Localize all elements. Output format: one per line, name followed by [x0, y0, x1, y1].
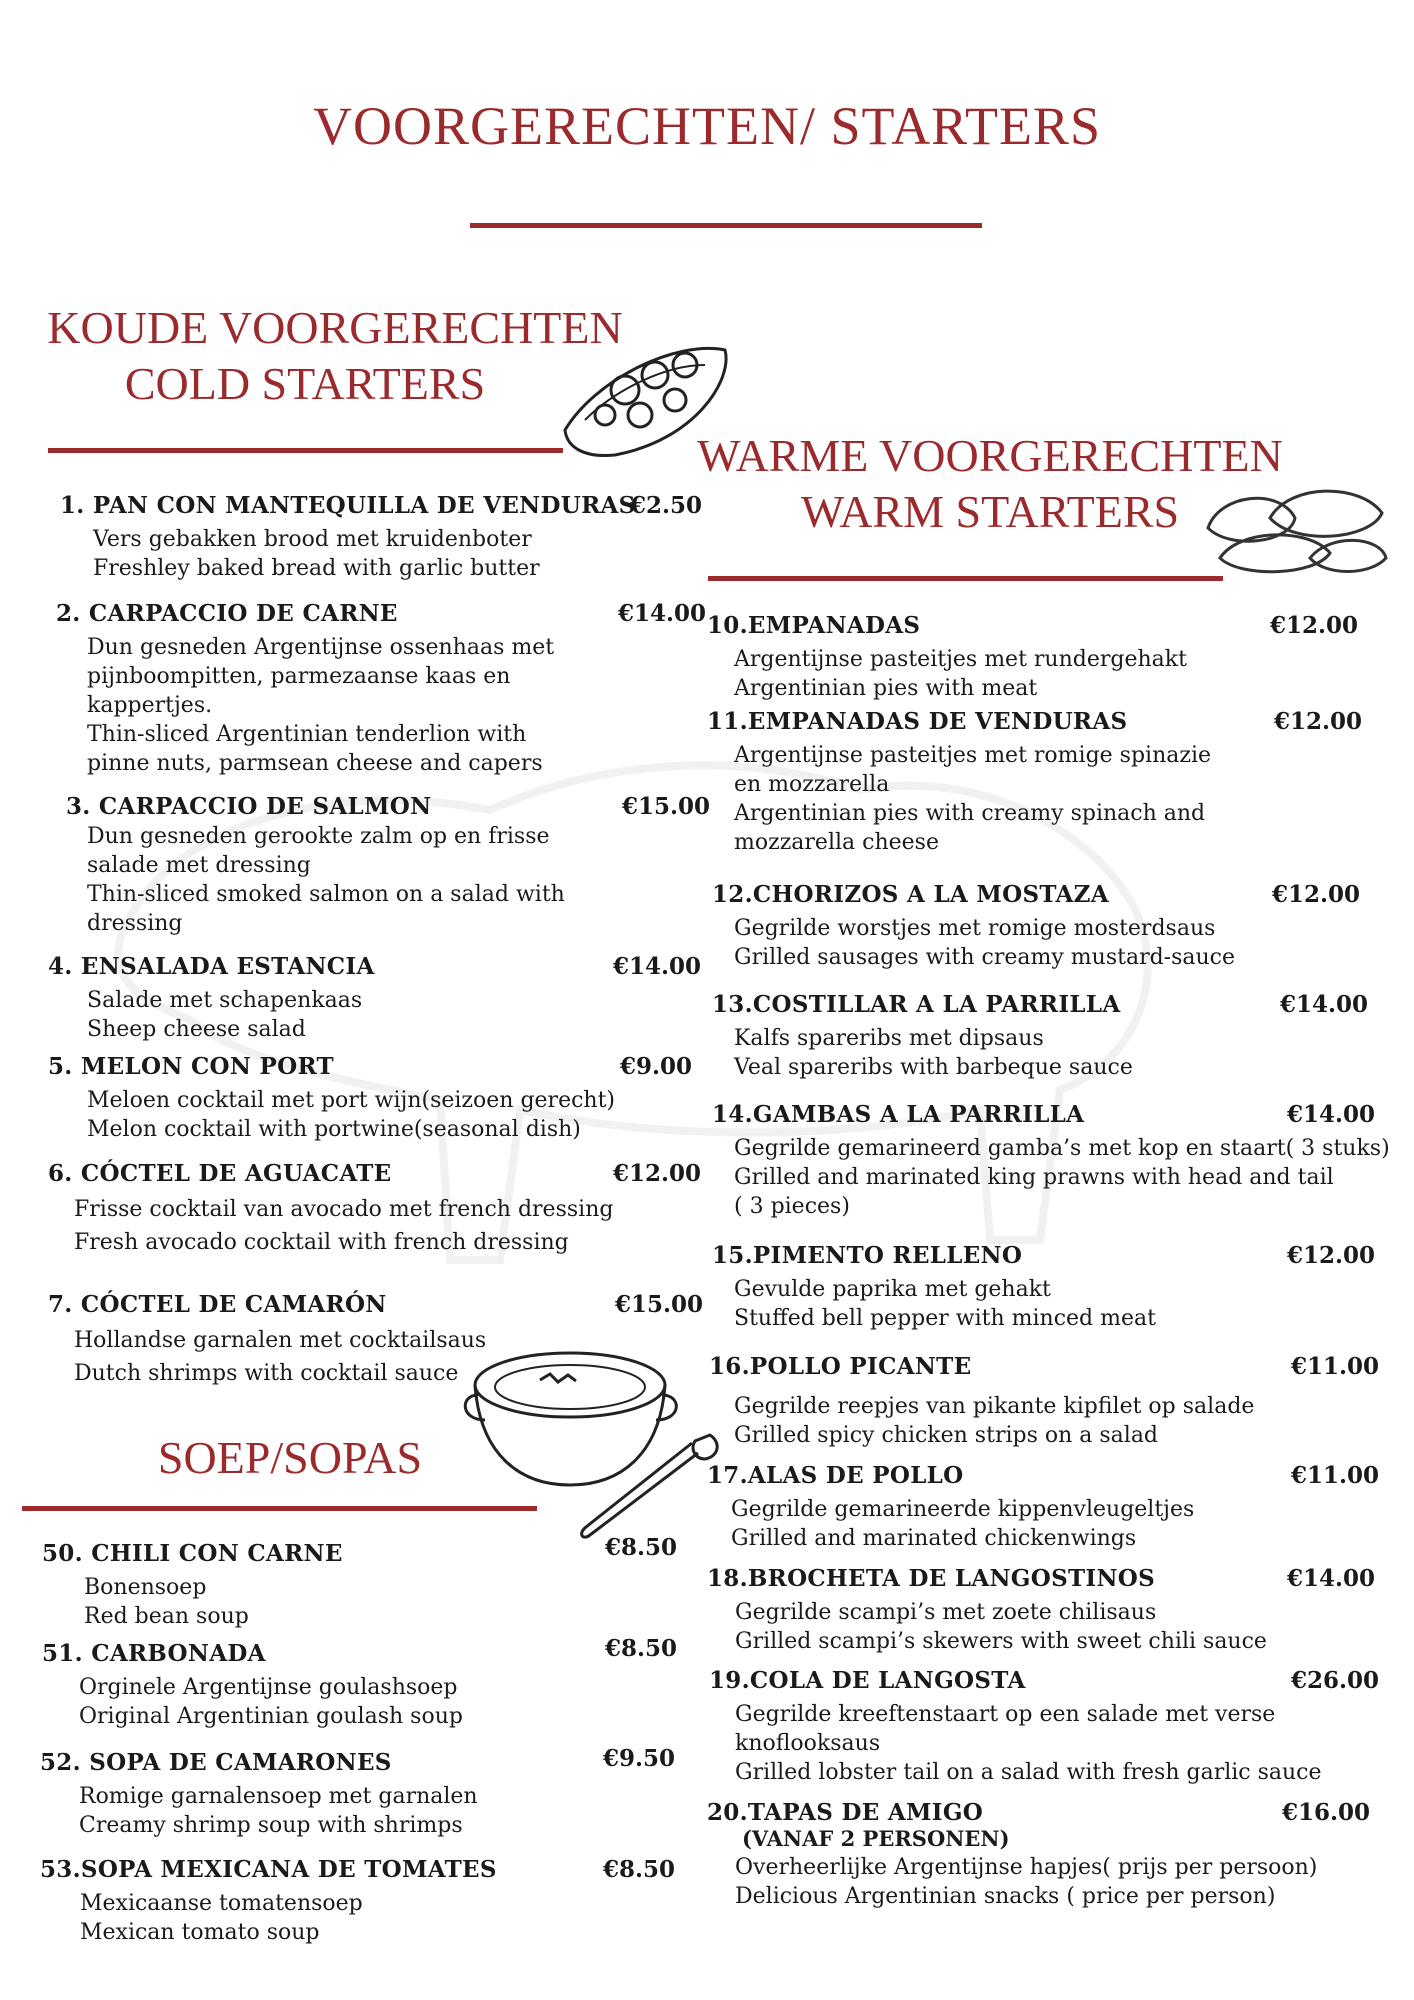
item-description: Bonensoep Red bean soup [84, 1575, 249, 1629]
item-name: 1. PAN CON MANTEQUILLA DE VENDURAS [60, 492, 636, 519]
item-description: Gegrilde gemarineerde kippenvleugeltjes Grilled and marinated chickenwings [731, 1497, 1195, 1551]
item-price: €8.50 [605, 1534, 678, 1561]
item-name: 53.SOPA MEXICANA DE TOMATES [40, 1856, 497, 1883]
warm-item-20 [707, 1799, 1371, 1911]
soup-item-52 [40, 1745, 682, 1840]
item-name: 11.EMPANADAS DE VENDURAS [707, 708, 1128, 735]
item-name: 6. CÓCTEL DE AGUACATE [48, 1160, 392, 1187]
item-description: Argentijnse pasteitjes met romige spinazie en mozzarella Argentinian pies with creamy spinach and mozzarella cheese [734, 743, 1212, 855]
item-name: 10.EMPANADAS [707, 612, 921, 639]
warm-item-18 [707, 1565, 1376, 1656]
item-description: Argentijnse pasteitjes met rundergehakt Argentinian pies with meat [734, 647, 1187, 701]
soup-item-51 [42, 1635, 682, 1731]
item-price: €12.00 [1287, 1242, 1376, 1269]
item-description: Gegrilde kreeftenstaart op een salade met verse knoflooksaus Grilled lobster tail on a salad with fresh garlic sauce [735, 1702, 1322, 1785]
item-name: 3. CARPACCIO DE SALMON [66, 793, 432, 820]
warm-item-13 [712, 991, 1367, 1082]
item-price: €9.00 [620, 1053, 693, 1080]
cold-starters-heading [40, 300, 630, 412]
item-description: Romige garnalensoep met garnalen Creamy shrimp soup with shrimps [79, 1784, 478, 1838]
item-name: 17.ALAS DE POLLO [707, 1462, 964, 1489]
cold-item-7 [48, 1291, 704, 1390]
item-name: 12.CHORIZOS A LA MOSTAZA [712, 881, 1109, 908]
item-description: Kalfs spareribs met dipsaus Veal spareribs with barbeque sauce [734, 1026, 1133, 1080]
item-description: Salade met schapenkaas Sheep cheese salad [87, 988, 363, 1042]
item-name: 13.COSTILLAR A LA PARRILLA [712, 991, 1121, 1018]
warm-heading-nl: WARME VOORGERECHTEN [697, 430, 1283, 481]
cold-item-5 [48, 1053, 700, 1144]
item-name: 51. CARBONADA [42, 1640, 266, 1667]
item-price: €14.00 [1287, 1101, 1376, 1128]
item-price: €11.00 [1291, 1353, 1380, 1380]
item-description: Dun gesneden Argentijnse ossenhaas met pijnboompitten, parmezaanse kaas en kappertjes. Thin-sliced Argentinian tenderlion with pinne nuts, parmsean cheese and capers [87, 635, 555, 776]
cold-heading-divider [48, 448, 563, 453]
warm-item-19 [709, 1667, 1380, 1787]
item-name: 5. MELON CON PORT [48, 1053, 334, 1080]
item-price: €8.50 [603, 1856, 676, 1883]
warm-item-16 [709, 1353, 1380, 1450]
empanadas-illustration [1200, 478, 1390, 578]
item-price: €14.00 [1287, 1565, 1376, 1592]
soup-heading: SOEP/SOPAS [157, 1432, 423, 1483]
item-price: €12.00 [1270, 612, 1359, 639]
item-name: 2. CARPACCIO DE CARNE [56, 600, 398, 627]
warm-item-14 [712, 1101, 1392, 1221]
item-price: €15.00 [615, 1291, 704, 1318]
item-price: €12.00 [613, 1160, 702, 1187]
item-price: €12.00 [1272, 881, 1361, 908]
item-description: Overheerlijke Argentijnse hapjes( prijs per persoon) Delicious Argentinian snacks ( price per person) [735, 1855, 1318, 1909]
item-description: Gegrilde gemarineerd gamba’s met kop en staart( 3 stuks) Grilled and marinated king prawns with head and tail ( 3 pieces) [734, 1136, 1390, 1219]
warm-item-12 [712, 881, 1367, 972]
item-description: Gegrilde scampi’s met zoete chilisaus Grilled scampi’s skewers with sweet chili sauce [735, 1600, 1267, 1654]
item-description: Meloen cocktail met port wijn(seizoen gerecht) Melon cocktail with portwine(seasonal dish) [87, 1088, 615, 1142]
item-name: 52. SOPA DE CAMARONES [40, 1749, 392, 1776]
item-price: €14.00 [1280, 991, 1369, 1018]
warm-heading-divider [708, 576, 1223, 581]
title-divider [470, 223, 982, 228]
cold-heading-en: COLD STARTERS [124, 358, 486, 409]
item-description: Frisse cocktail van avocado met french dressing Fresh avocado cocktail with french dressing [74, 1197, 614, 1255]
item-name: 4. ENSALADA ESTANCIA [48, 953, 375, 980]
cold-item-2 [56, 600, 707, 778]
item-price: €11.00 [1291, 1462, 1380, 1489]
item-name: 14.GAMBAS A LA PARRILLA [712, 1101, 1085, 1128]
item-name: 16.POLLO PICANTE [709, 1353, 972, 1380]
warm-item-17 [707, 1462, 1380, 1553]
item-price: €16.00 [1282, 1799, 1371, 1826]
cold-item-3 [66, 793, 711, 938]
item-description: Orginele Argentijnse goulashsoep Original Argentinian goulash soup [79, 1675, 463, 1729]
item-price: €9.50 [603, 1745, 676, 1772]
cold-item-4 [48, 953, 700, 1044]
item-description: Vers gebakken brood met kruidenboter Freshley baked bread with garlic butter [93, 527, 540, 581]
item-description: Dun gesneden gerookte zalm op en frisse salade met dressing Thin-sliced smoked salmon on a salad with dressing [87, 824, 565, 936]
item-price: €14.00 [613, 953, 702, 980]
item-name: 15.PIMENTO RELLENO [712, 1242, 1023, 1269]
item-price: €15.00 [622, 793, 711, 820]
page-title: VOORGERECHTEN/ STARTERS [313, 96, 1101, 156]
item-description: Hollandse garnalen met cocktailsaus Dutch shrimps with cocktail sauce [74, 1328, 487, 1386]
warm-item-11 [707, 708, 1367, 857]
warm-item-15 [712, 1242, 1376, 1333]
item-price: €14.00 [618, 600, 707, 627]
item-description: Gegrilde reepjes van pikante kipfilet op salade Grilled spicy chicken strips on a salad [734, 1394, 1255, 1448]
item-description: Mexicaanse tomatensoep Mexican tomato soup [80, 1891, 363, 1945]
warm-heading-en: WARM STARTERS [800, 486, 1180, 537]
cold-item-6 [48, 1160, 700, 1259]
soup-item-53 [40, 1856, 682, 1947]
cold-heading-nl: KOUDE VOORGERECHTEN [47, 302, 623, 353]
item-subnote: (VANAF 2 PERSONEN) [742, 1826, 1010, 1851]
item-name: 20.TAPAS DE AMIGO [707, 1799, 984, 1826]
item-name: 19.COLA DE LANGOSTA [709, 1667, 1026, 1694]
cold-item-1 [60, 492, 703, 583]
soup-heading-divider [22, 1506, 537, 1511]
item-price: €8.50 [605, 1635, 678, 1662]
item-description: Gevulde paprika met gehakt Stuffed bell pepper with minced meat [734, 1277, 1156, 1331]
item-price: €12.00 [1274, 708, 1363, 735]
item-description: Gegrilde worstjes met romige mosterdsaus Grilled sausages with creamy mustard-sauce [734, 916, 1236, 970]
item-name: 50. CHILI CON CARNE [42, 1540, 343, 1567]
item-name: 18.BROCHETA DE LANGOSTINOS [707, 1565, 1156, 1592]
warm-item-10 [707, 612, 1367, 703]
item-price: €2.50 [630, 492, 703, 519]
item-name: 7. CÓCTEL DE CAMARÓN [48, 1291, 387, 1318]
item-price: €26.00 [1291, 1667, 1380, 1694]
soup-item-50 [42, 1534, 682, 1631]
